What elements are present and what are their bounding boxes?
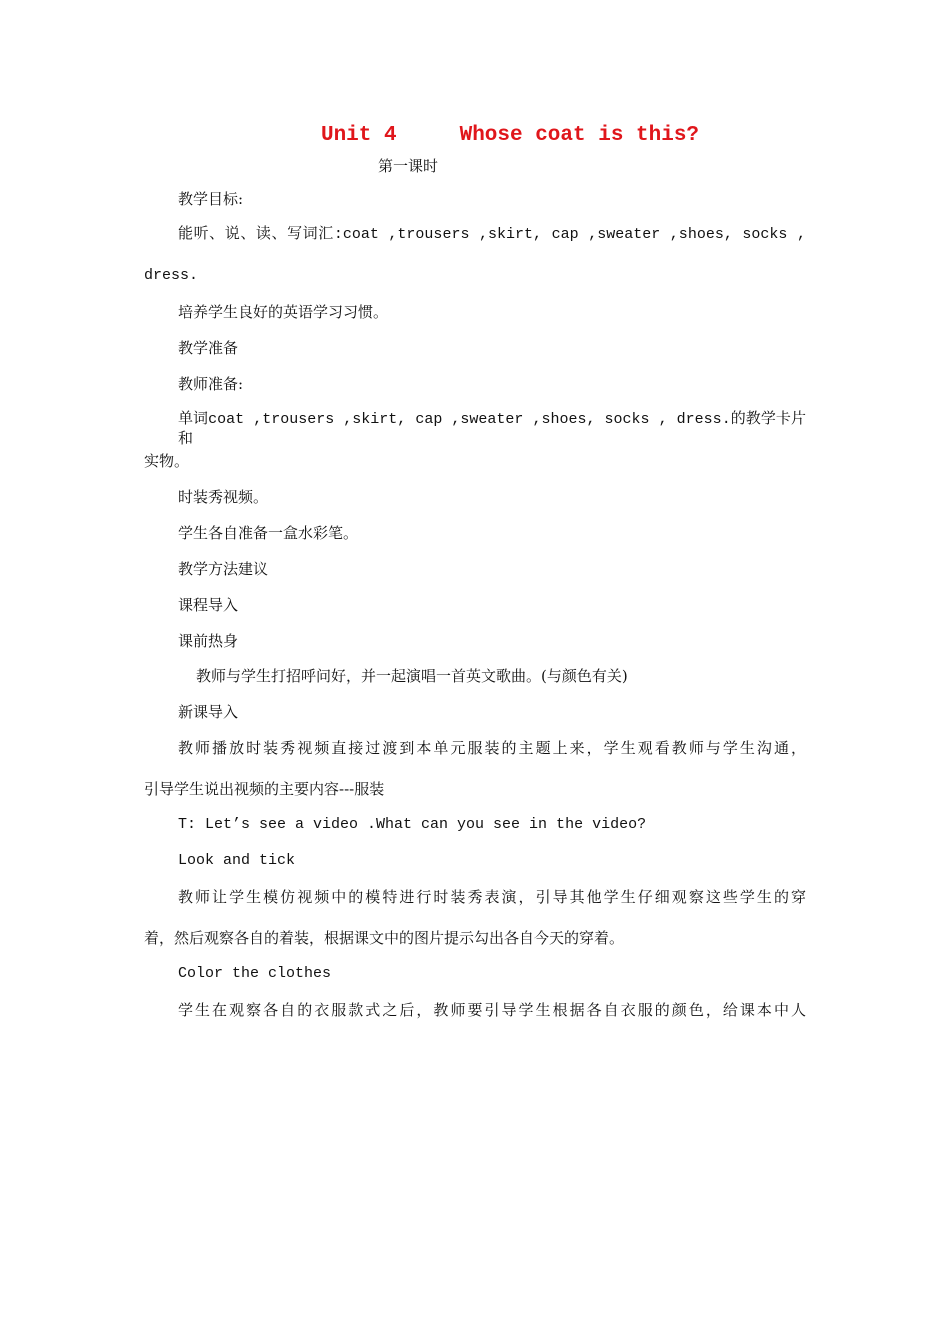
paragraph-line: 教师让学生模仿视频中的模特进行时装秀表演，引导其他学生仔细观察这些学生的穿 — [178, 888, 806, 906]
paragraph-line: 教学方法建议 — [178, 560, 269, 578]
paragraph-line: Color the clothes — [178, 965, 332, 982]
paragraph-line: 课程导入 — [178, 596, 239, 614]
paragraph-line: T: Let’s see a video .What can you see in the video? — [178, 816, 647, 833]
paragraph-line: 培养学生良好的英语学习习惯。 — [178, 303, 389, 321]
paragraph-line: 教学准备 — [178, 339, 239, 357]
paragraph-line: 学生各自准备一盒水彩笔。 — [178, 524, 359, 542]
lesson-subtitle: 第一课时 — [378, 157, 439, 175]
paragraph-line: 学生在观察各自的衣服款式之后，教师要引导学生根据各自衣服的颜色，给课本中人 — [178, 1001, 806, 1019]
paragraph-line: 教师与学生打招呼问好，并一起演唱一首英文歌曲。(与颜色有关) — [196, 667, 628, 685]
paragraph-line: 教师播放时装秀视频直接过渡到本单元服装的主题上来，学生观看教师与学生沟通， — [178, 739, 806, 757]
paragraph-line: 着，然后观察各自的着装，根据课文中的图片提示勾出各自今天的穿着。 — [144, 929, 625, 947]
paragraph-line: dress. — [144, 267, 199, 284]
paragraph-line: 能听、说、读、写词汇:coat ,trousers ,skirt, cap ,sweater ,shoes, socks , — [178, 226, 806, 243]
document-title: Unit 4 Whose coat is this? — [320, 124, 700, 147]
paragraph-line: 教师准备: — [178, 375, 244, 393]
paragraph-line: 教学目标: — [178, 190, 244, 208]
paragraph-line: 实物。 — [144, 452, 190, 470]
paragraph-line: 时装秀视频。 — [178, 488, 269, 506]
paragraph-line: 引导学生说出视频的主要内容---服装 — [144, 780, 385, 798]
paragraph-line: 单词coat ,trousers ,skirt, cap ,sweater ,shoes, socks , dress.的教学卡片和 — [178, 411, 806, 448]
paragraph-line: Look and tick — [178, 852, 296, 869]
paragraph-line: 课前热身 — [178, 632, 239, 650]
paragraph-line: 新课导入 — [178, 703, 239, 721]
